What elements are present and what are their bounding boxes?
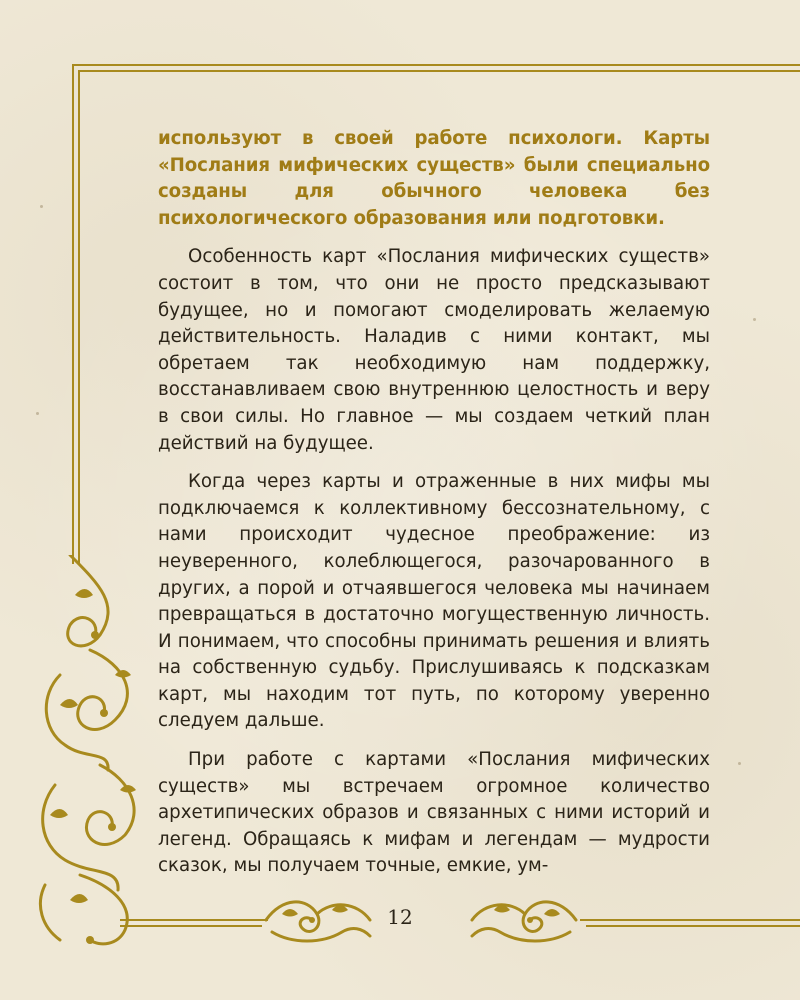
paragraph-2: Когда через карты и отраженные в них мифы мы подключаемся к коллективному бессознательному, с нами происходит чудесное преображение: из неуверенного, колеблющегося, разочарованного в других, а порой и отчаявшегося человека мы начинаем превращаться в достаточно могущественную личность. И понимаем, что способны принимать решения и влиять на собственную судьбу. Прислушиваясь к подсказкам карт, мы находим тот путь, по которому уверенно следуем дальше.: [158, 471, 710, 732]
paper-speck: [753, 318, 756, 321]
center-flourish-right: [464, 892, 580, 952]
frame-left-outer: [72, 64, 74, 564]
page-text: [158, 126, 710, 892]
frame-left-inner: [78, 70, 80, 564]
frame-top-inner: [78, 70, 800, 72]
lead-paragraph: используют в своей работе психологи. Карты «Послания мифических существ» были специально созданы для обычного человека без психологического образования или подготовки.: [158, 128, 710, 229]
paragraph-3: При работе с картами «Послания мифических существ» мы встречаем огромное количество архетипических образов и связанных с ними историй и легенд. Обращаясь к мифам и легендам — мудрости сказок, мы получаем точные, емкие, ум-: [158, 749, 710, 877]
paper-speck: [738, 762, 741, 765]
frame-top-outer: [72, 64, 800, 66]
acanthus-scroll-ornament: [30, 555, 155, 950]
center-flourish-left: [262, 892, 374, 952]
frame-bottom-right-inner: [586, 925, 800, 927]
paper-speck: [40, 205, 43, 208]
page-number: 12: [387, 905, 413, 929]
frame-bottom-right-outer: [580, 919, 800, 921]
paper-speck: [36, 412, 39, 415]
paragraph-1: Особенность карт «Послания мифических существ» состоит в том, что они не просто предсказывают будущее, но и помогают смоделировать желаемую действительность. Наладив с ними контакт, мы обретаем так необходимую нам поддержку, восстанавливаем свою внутреннюю целостность и веру в свои силы. Но главное — мы создаем четкий план действий на будущее.: [158, 246, 710, 454]
